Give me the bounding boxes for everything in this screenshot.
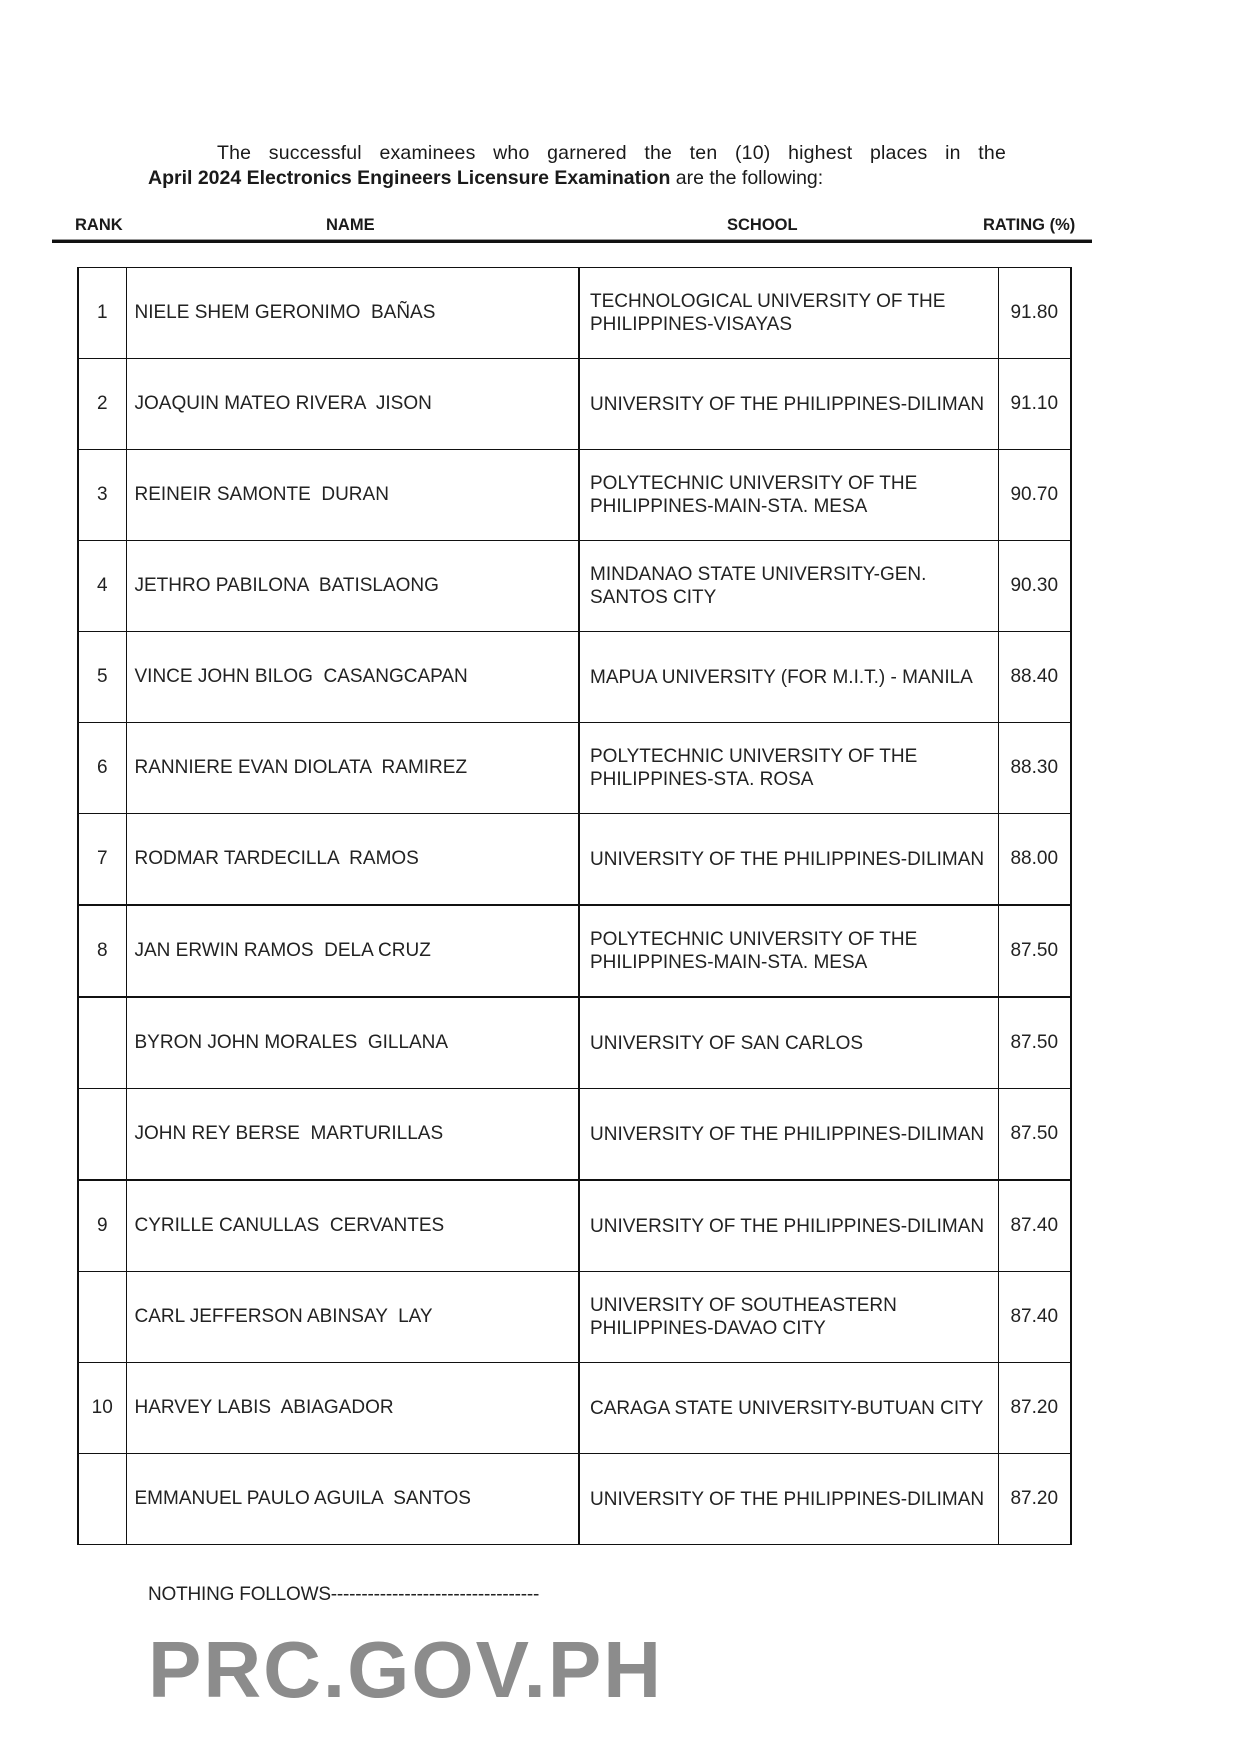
rank-cell [78,997,126,1089]
name-cell: CYRILLE CANULLAS CERVANTES [126,1180,579,1272]
name-cell: BYRON JOHN MORALES GILLANA [126,997,579,1089]
prc-watermark: PRC.GOV.PH [148,1625,663,1714]
rank-cell: 7 [78,814,126,906]
exam-title: April 2024 Electronics Engineers Licensure Examination [148,167,671,189]
school-cell: POLYTECHNIC UNIVERSITY OF THE PHILIPPINES-MAIN-STA. MESA [579,450,998,541]
column-header-school: SCHOOL [727,216,798,234]
rank-cell: 9 [78,1180,126,1272]
column-header-name: NAME [326,216,375,234]
school-cell: UNIVERSITY OF SOUTHEASTERN PHILIPPINES-DAVAO CITY [579,1272,998,1363]
table-row [78,997,1071,1089]
rating-cell: 90.70 [998,450,1071,541]
nothing-follows-note: NOTHING FOLLOWS---------------------------------- [148,1584,540,1605]
table-row [78,1454,1071,1545]
school-cell: UNIVERSITY OF THE PHILIPPINES-DILIMAN [579,1180,998,1272]
table-row [78,450,1071,541]
rating-cell: 90.30 [998,541,1071,632]
name-cell: JETHRO PABILONA BATISLAONG [126,541,579,632]
rating-cell: 88.40 [998,632,1071,723]
rank-cell [78,1454,126,1545]
name-cell: VINCE JOHN BILOG CASANGCAPAN [126,632,579,723]
rank-cell: 2 [78,359,126,450]
school-cell: POLYTECHNIC UNIVERSITY OF THE PHILIPPINES-STA. ROSA [579,723,998,814]
column-header-rank: RANK [75,216,123,234]
name-cell: RODMAR TARDECILLA RAMOS [126,814,579,906]
rank-cell: 8 [78,905,126,997]
school-cell: UNIVERSITY OF THE PHILIPPINES-DILIMAN [579,359,998,450]
topnotchers-table [77,267,1072,1545]
rank-cell: 5 [78,632,126,723]
table-row [78,632,1071,723]
name-cell: NIELE SHEM GERONIMO BAÑAS [126,268,579,359]
rank-cell [78,1089,126,1181]
rating-cell: 87.50 [998,905,1071,997]
rating-cell: 88.30 [998,723,1071,814]
rating-cell: 87.20 [998,1363,1071,1454]
rank-cell [78,1272,126,1363]
table-row [78,1363,1071,1454]
intro-line-2 [148,166,1006,191]
rank-cell: 3 [78,450,126,541]
school-cell: UNIVERSITY OF THE PHILIPPINES-DILIMAN [579,1454,998,1545]
rank-cell: 6 [78,723,126,814]
intro-line-1: The successful examinees who garnered the ten (10) highest places in the [217,142,1006,164]
column-header-rating: RATING (%) [983,216,1076,234]
name-cell: JAN ERWIN RAMOS DELA CRUZ [126,905,579,997]
table-row [78,905,1071,997]
table-row [78,1272,1071,1363]
name-cell: EMMANUEL PAULO AGUILA SANTOS [126,1454,579,1545]
table-row [78,541,1071,632]
table-row [78,814,1071,906]
rank-cell: 4 [78,541,126,632]
school-cell: POLYTECHNIC UNIVERSITY OF THE PHILIPPINES-MAIN-STA. MESA [579,905,998,997]
school-cell: MAPUA UNIVERSITY (FOR M.I.T.) - MANILA [579,632,998,723]
rank-cell: 10 [78,1363,126,1454]
name-cell: REINEIR SAMONTE DURAN [126,450,579,541]
school-cell: MINDANAO STATE UNIVERSITY-GEN. SANTOS CITY [579,541,998,632]
name-cell: CARL JEFFERSON ABINSAY LAY [126,1272,579,1363]
rating-cell: 87.50 [998,1089,1071,1181]
table-row [78,723,1071,814]
table-row [78,359,1071,450]
school-cell: UNIVERSITY OF THE PHILIPPINES-DILIMAN [579,1089,998,1181]
topnotchers-table-body [78,268,1071,1545]
name-cell: JOAQUIN MATEO RIVERA JISON [126,359,579,450]
table-row [78,268,1071,359]
name-cell: RANNIERE EVAN DIOLATA RAMIREZ [126,723,579,814]
table-row [78,1089,1071,1181]
intro-paragraph [148,141,1006,191]
column-headers [52,216,1092,238]
rating-cell: 87.40 [998,1180,1071,1272]
table-row [78,1180,1071,1272]
rating-cell: 91.10 [998,359,1071,450]
rating-cell: 87.20 [998,1454,1071,1545]
rating-cell: 87.50 [998,997,1071,1089]
name-cell: JOHN REY BERSE MARTURILLAS [126,1089,579,1181]
school-cell: CARAGA STATE UNIVERSITY-BUTUAN CITY [579,1363,998,1454]
rating-cell: 91.80 [998,268,1071,359]
school-cell: UNIVERSITY OF THE PHILIPPINES-DILIMAN [579,814,998,906]
rank-cell: 1 [78,268,126,359]
rating-cell: 88.00 [998,814,1071,906]
school-cell: UNIVERSITY OF SAN CARLOS [579,997,998,1089]
name-cell: HARVEY LABIS ABIAGADOR [126,1363,579,1454]
header-rule-divider [52,240,1092,243]
school-cell: TECHNOLOGICAL UNIVERSITY OF THE PHILIPPINES-VISAYAS [579,268,998,359]
rating-cell: 87.40 [998,1272,1071,1363]
intro-line-2-suffix: are the following: [670,167,824,189]
